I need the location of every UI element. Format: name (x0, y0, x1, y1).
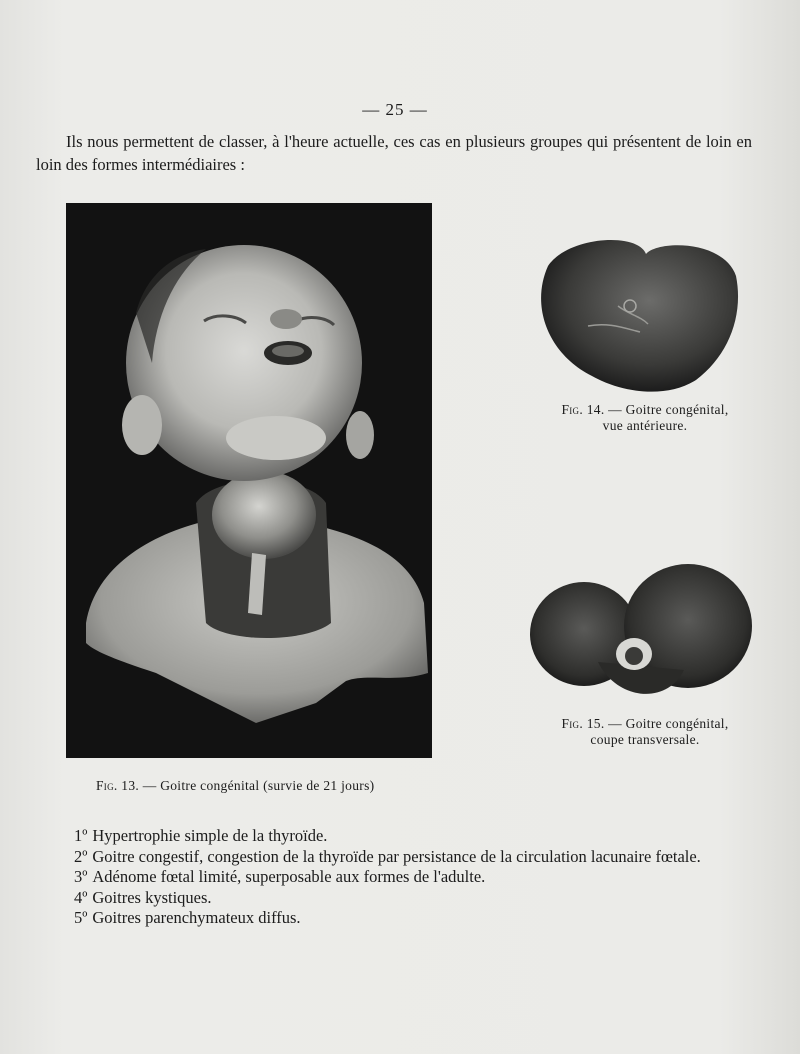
figure-15-label: Fig. (561, 716, 584, 731)
figure-13-caption-text: 13. — Goitre congénital (survie de 21 jours) (121, 778, 375, 793)
figure-13-caption (96, 778, 436, 794)
figure-15-caption-line1: 15. — Goitre congénital, (586, 716, 729, 731)
infant-specimen-image (66, 203, 432, 758)
list-item-text: Goitres kystiques. (92, 887, 212, 907)
list-item (74, 847, 774, 868)
figure-13-photograph (66, 203, 432, 758)
figure-14-caption (540, 402, 750, 434)
figure-14-label: Fig. (561, 402, 584, 417)
list-item (74, 908, 774, 929)
figure-14-caption-line2: vue antérieure. (602, 418, 688, 433)
list-item-number: 3º (74, 867, 88, 886)
figure-14-specimen (528, 236, 742, 398)
figure-15-caption (540, 716, 750, 748)
list-item-number: 1º (74, 826, 88, 845)
list-item-number: 2º (74, 846, 88, 866)
list-item-number: 4º (74, 887, 88, 907)
thyroid-anterior-image (528, 236, 742, 398)
figure-15-caption-line2: coupe transversale. (590, 732, 700, 747)
list-item-text: Hypertrophie simple de la thyroïde. (92, 826, 328, 845)
figure-15-specimen (528, 562, 754, 710)
list-item (74, 888, 774, 909)
list-item-text: Adénome fœtal limité, superposable aux formes de l'adulte. (92, 867, 486, 886)
intro-paragraph: Ils nous permettent de classer, à l'heure actuelle, ces cas en plusieurs groupes qui présentent de loin en loin des formes intermédiaires : (36, 132, 752, 174)
thyroid-cross-section-image (528, 562, 754, 710)
list-item (74, 867, 774, 888)
list-item-text: Goitre congestif, congestion de la thyroïde par persistance de la circulation lacunaire fœtale. (92, 846, 701, 866)
list-item-text: Goitres parenchymateux diffus. (92, 908, 301, 927)
list-item-number: 5º (74, 908, 88, 927)
list-item (74, 826, 774, 847)
figure-13-label: Fig. (96, 778, 118, 793)
figure-14-caption-line1: 14. — Goitre congénital, (586, 402, 729, 417)
page-number: — 25 — (362, 100, 428, 119)
goitre-classification-list (74, 826, 774, 929)
